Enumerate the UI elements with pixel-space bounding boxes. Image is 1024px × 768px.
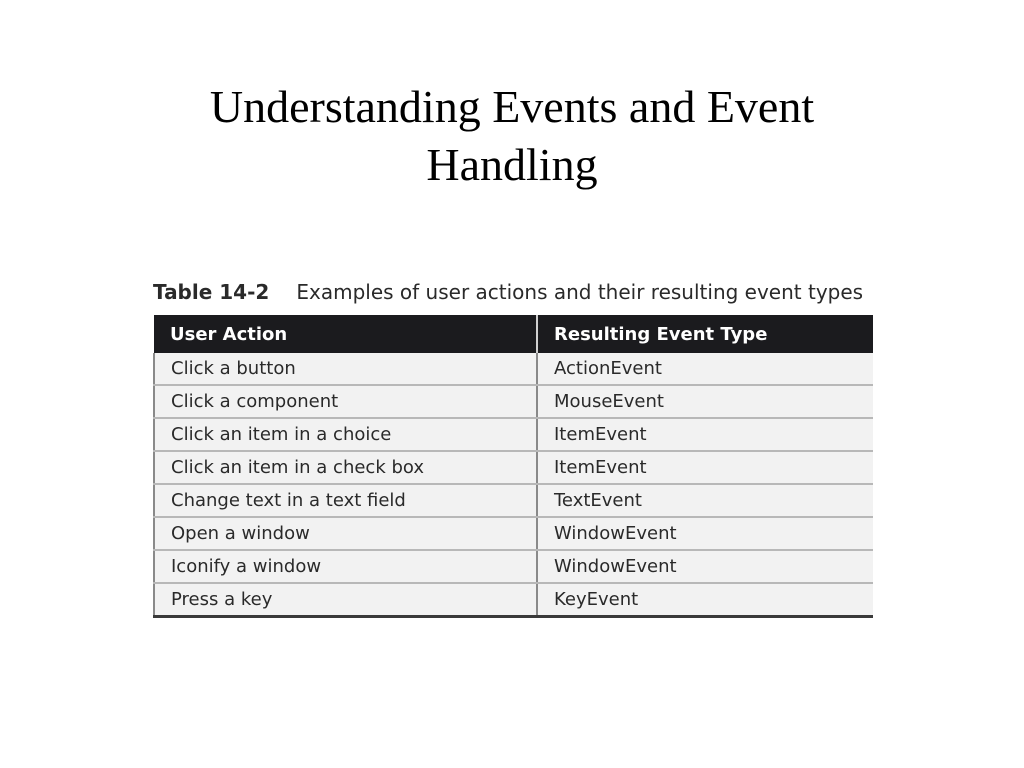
user-action-cell: Click an item in a check box [154, 451, 537, 484]
event-type-cell: WindowEvent [537, 550, 873, 583]
slide-title-line-1: Understanding Events and Event [209, 81, 815, 132]
table-row [154, 517, 873, 550]
event-type-cell: TextEvent [537, 484, 873, 517]
event-type-cell: ItemEvent [537, 418, 873, 451]
slide-title [0, 78, 1024, 194]
user-action-cell: Change text in a text field [154, 484, 537, 517]
table-row [154, 583, 873, 617]
table-caption-text: Examples of user actions and their resulting event types [296, 280, 864, 304]
table-row [154, 451, 873, 484]
event-type-cell: WindowEvent [537, 517, 873, 550]
slide-title-line-2: Handling [426, 139, 598, 190]
table-caption-label: Table 14-2 [153, 280, 270, 304]
event-type-cell: ActionEvent [537, 353, 873, 385]
table-caption [153, 280, 863, 304]
column-header-user-action: User Action [154, 315, 537, 353]
user-action-cell: Press a key [154, 583, 537, 617]
user-action-cell: Iconify a window [154, 550, 537, 583]
user-action-cell: Click a button [154, 353, 537, 385]
event-type-cell: KeyEvent [537, 583, 873, 617]
event-types-table [153, 315, 873, 618]
user-action-cell: Open a window [154, 517, 537, 550]
column-header-resulting-event-type: Resulting Event Type [537, 315, 873, 353]
event-type-cell: ItemEvent [537, 451, 873, 484]
table-row [154, 418, 873, 451]
table-row [154, 550, 873, 583]
table-row [154, 385, 873, 418]
user-action-cell: Click an item in a choice [154, 418, 537, 451]
table-row [154, 484, 873, 517]
event-type-cell: MouseEvent [537, 385, 873, 418]
user-action-cell: Click a component [154, 385, 537, 418]
table-row [154, 353, 873, 385]
table-header-row [154, 315, 873, 353]
